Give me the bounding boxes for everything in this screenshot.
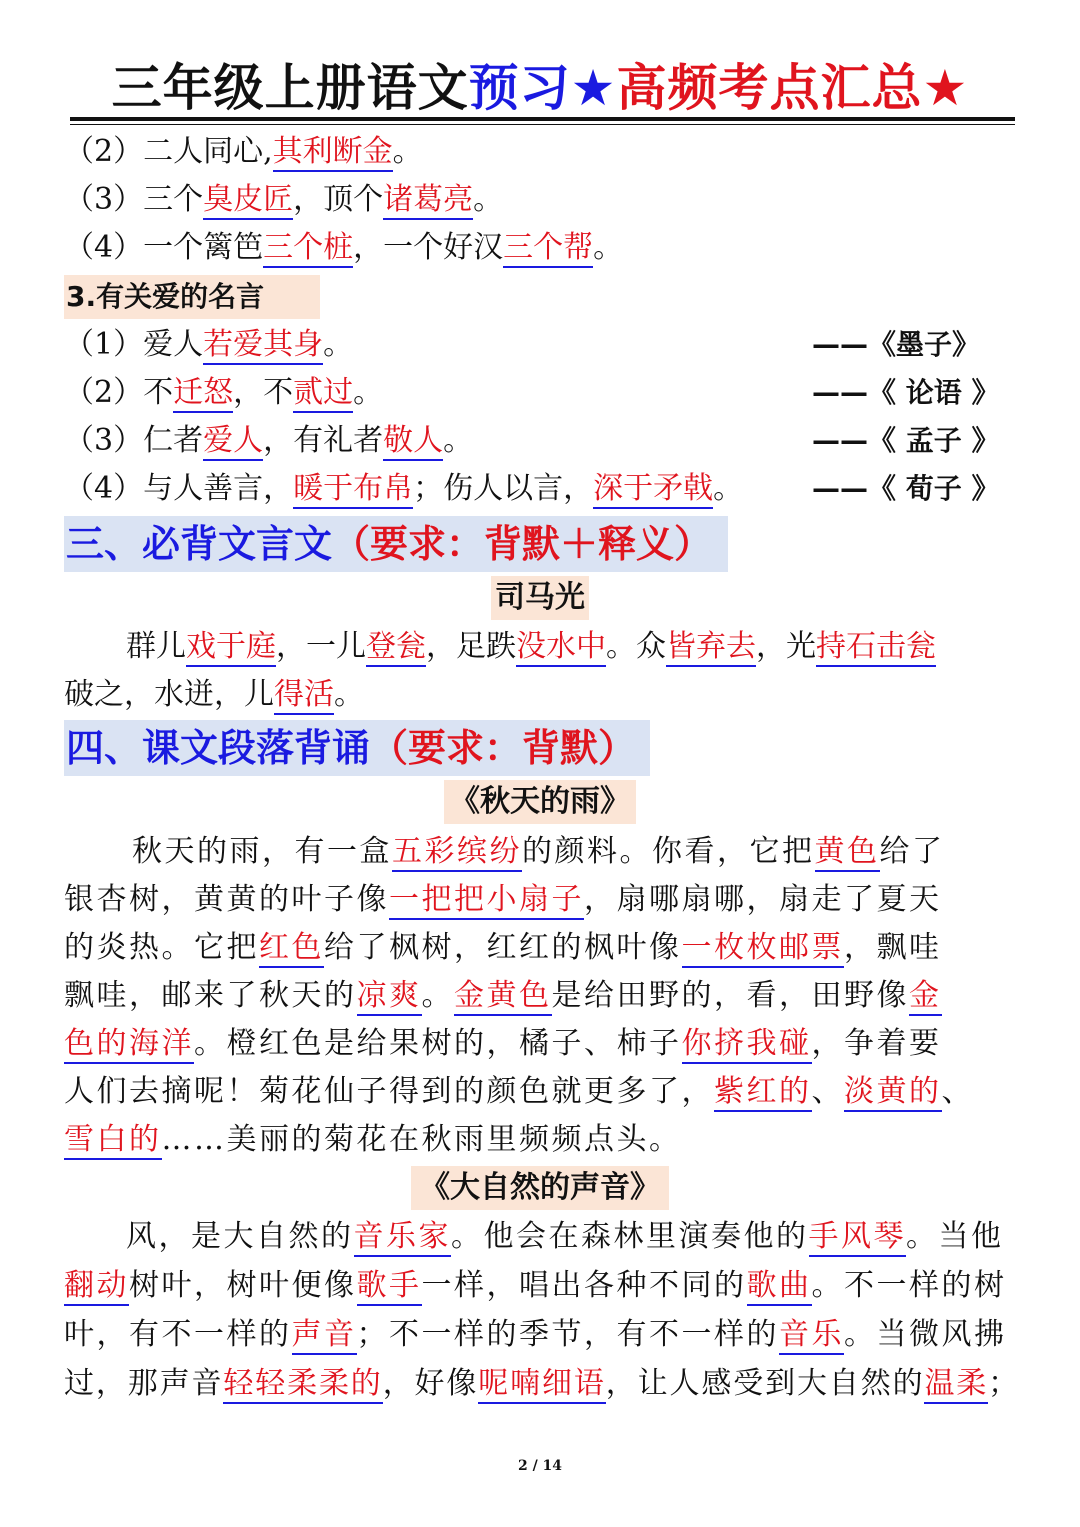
- autumn-rain-line: 色的海洋。橙红色是给果树的，橘子、柿子你挤我碰，争着要: [64, 1022, 942, 1066]
- quote-source: ——《 孟子 》: [812, 424, 1000, 457]
- section-heading-3: 三、必背文言文（要求：背默＋释义）: [64, 516, 728, 572]
- title-rule-thin: [70, 124, 1015, 125]
- quote-source: ——《墨子》: [812, 328, 981, 361]
- star-icon: ★: [922, 59, 969, 117]
- love-quote-line: （2）不迁怒，不贰过。: [64, 371, 383, 415]
- autumn-rain-title: 《秋天的雨》: [444, 780, 636, 824]
- simaguang-line: 群儿戏于庭，一儿登瓮，足跌没水中。众皆弃去，光持石击瓮: [126, 625, 936, 669]
- title-rule: [70, 117, 1015, 121]
- nature-sound-line: 叶，有不一样的声音；不一样的季节，有不一样的音乐。当微风拂: [64, 1313, 1007, 1357]
- proverb-line: （2）二人同心,其利断金。: [64, 130, 423, 174]
- simaguang-line: 破之，水迸，儿得活。: [64, 673, 364, 717]
- autumn-rain-line: 飘哇，邮来了秋天的凉爽。金黄色是给田野的，看，田野像金: [64, 974, 942, 1018]
- page-number: 2 / 14: [517, 1458, 563, 1474]
- autumn-rain-line: 秋天的雨，有一盒五彩缤纷的颜料。你看，它把黄色给了: [132, 830, 945, 874]
- section-heading-4: 四、课文段落背诵（要求：背默）: [64, 720, 650, 776]
- page-title: 三年级上册语文预习★高频考点汇总★: [111, 59, 969, 117]
- star-icon: ★: [570, 59, 617, 117]
- autumn-rain-line: 的炎热。它把红色给了枫树，红红的枫叶像一枚枚邮票，飘哇: [64, 926, 942, 970]
- love-quote-line: （3）仁者爱人，有礼者敬人。: [64, 419, 473, 463]
- simaguang-title: 司马光: [491, 576, 589, 620]
- love-quotes-heading: 3.有关爱的名言: [64, 275, 320, 319]
- nature-sound-title: 《大自然的声音》: [411, 1166, 669, 1210]
- quote-source: ——《 荀子 》: [812, 472, 1000, 505]
- quote-source: ——《 论语 》: [812, 376, 1000, 409]
- nature-sound-line: 风，是大自然的音乐家。他会在森林里演奏他的手风琴。当他: [126, 1215, 1004, 1259]
- love-quote-line: （4）与人善言，暖于布帛；伤人以言，深于矛戟。: [64, 467, 743, 511]
- proverb-line: （3）三个臭皮匠，顶个诸葛亮。: [64, 178, 503, 222]
- nature-sound-line: 过，那声音轻轻柔柔的，好像呢喃细语，让人感受到大自然的温柔；: [64, 1362, 1020, 1406]
- proverb-line: （4）一个篱笆三个桩，一个好汉三个帮。: [64, 226, 623, 270]
- autumn-rain-line: 银杏树，黄黄的叶子像一把把小扇子，扇哪扇哪，扇走了夏天: [64, 878, 942, 922]
- autumn-rain-line: 人们去摘呢！菊花仙子得到的颜色就更多了，紫红的、淡黄的、: [64, 1070, 974, 1114]
- love-quote-line: （1）爱人若爱其身。: [64, 323, 353, 367]
- autumn-rain-line: 雪白的……美丽的菊花在秋雨里频频点头。: [64, 1118, 682, 1162]
- nature-sound-line: 翻动树叶，树叶便像歌手一样，唱出各种不同的歌曲。不一样的树: [64, 1264, 1007, 1308]
